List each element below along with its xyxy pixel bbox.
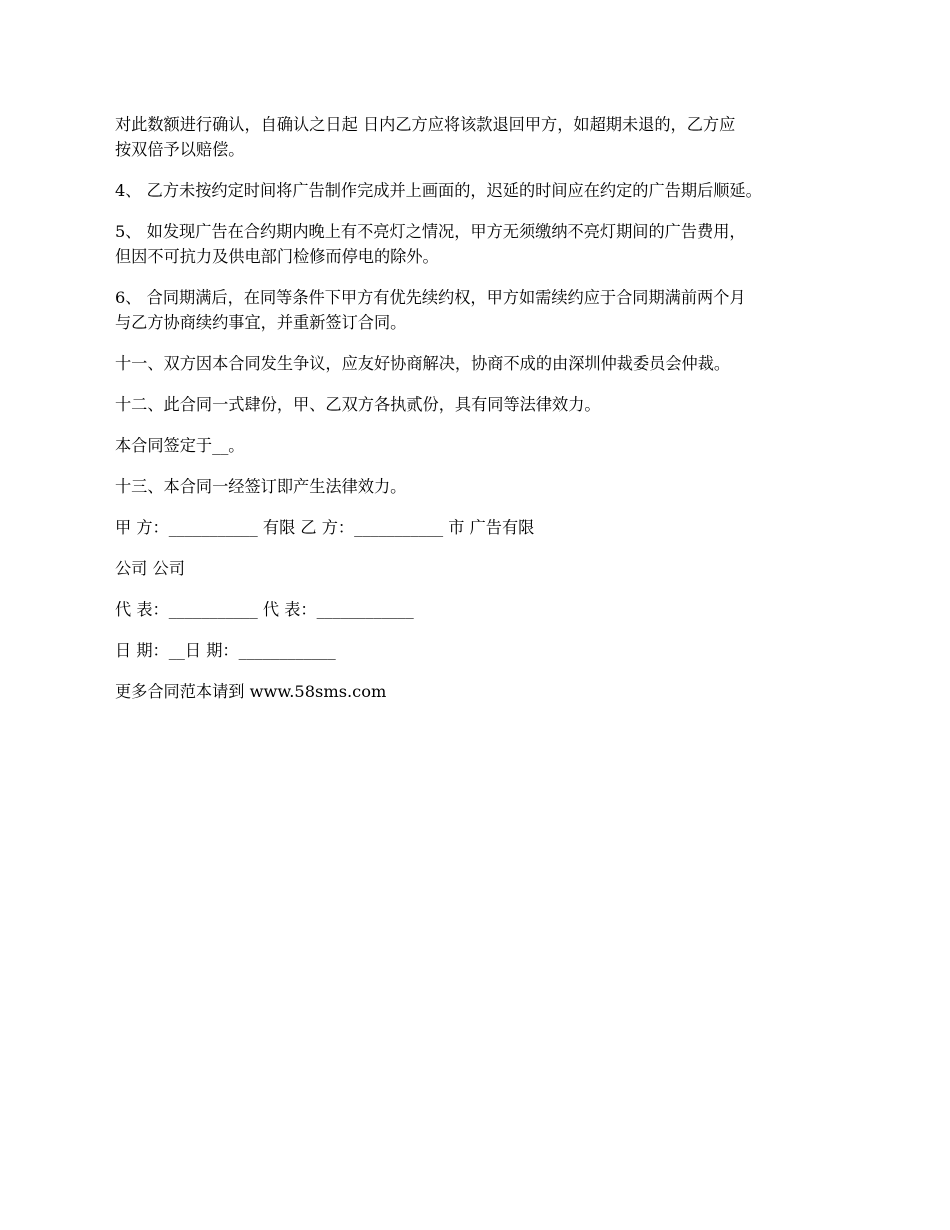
document-body: [115, 112, 855, 720]
paragraph-clause-11: 十一、双方因本合同发生争议，应友好协商解决，协商不成的由深圳仲裁委员会仲裁。: [115, 354, 731, 373]
paragraph-clause-6: 6、 合同期满后，在同等条件下甲方有优先续约权，甲方如需续约应于合同期满前两个月 与乙方协商续约事宜，并重新签订合同。: [115, 288, 746, 332]
paragraph-clause-5: 5、 如发现广告在合约期内晚上有不亮灯之情况，甲方无须缴纳不亮灯期间的广告费用， 但因不可抗力及供电部门检修而停电的除外。: [115, 222, 746, 266]
paragraph-clause-12: 十二、此合同一式肆份，甲、乙双方各执贰份，具有同等法律效力。: [115, 395, 601, 414]
signature-party-line: 甲 方：___________ 有限 乙 方：___________ 市 广告有限: [115, 518, 535, 537]
footer-more-templates: 更多合同范本请到 www.58sms.com: [115, 682, 387, 701]
paragraph-clause-13: 十三、本合同一经签订即产生法律效力。: [115, 477, 407, 496]
signature-company-line: 公司 公司: [115, 559, 185, 578]
signature-date-line: 日 期：__日 期：____________: [115, 641, 336, 660]
paragraph-signing-date: 本合同签定于__。: [115, 436, 245, 455]
paragraph-clause-4: 4、 乙方未按约定时间将广告制作完成并上画面的，迟延的时间应在约定的广告期后顺延。: [115, 181, 762, 200]
signature-representative-line: 代 表：___________ 代 表：____________: [115, 600, 414, 619]
paragraph-refund-confirmation: 对此数额进行确认，自确认之日起 日内乙方应将该款退回甲方，如超期未退的，乙方应 按双倍予以赔偿。: [115, 115, 736, 159]
